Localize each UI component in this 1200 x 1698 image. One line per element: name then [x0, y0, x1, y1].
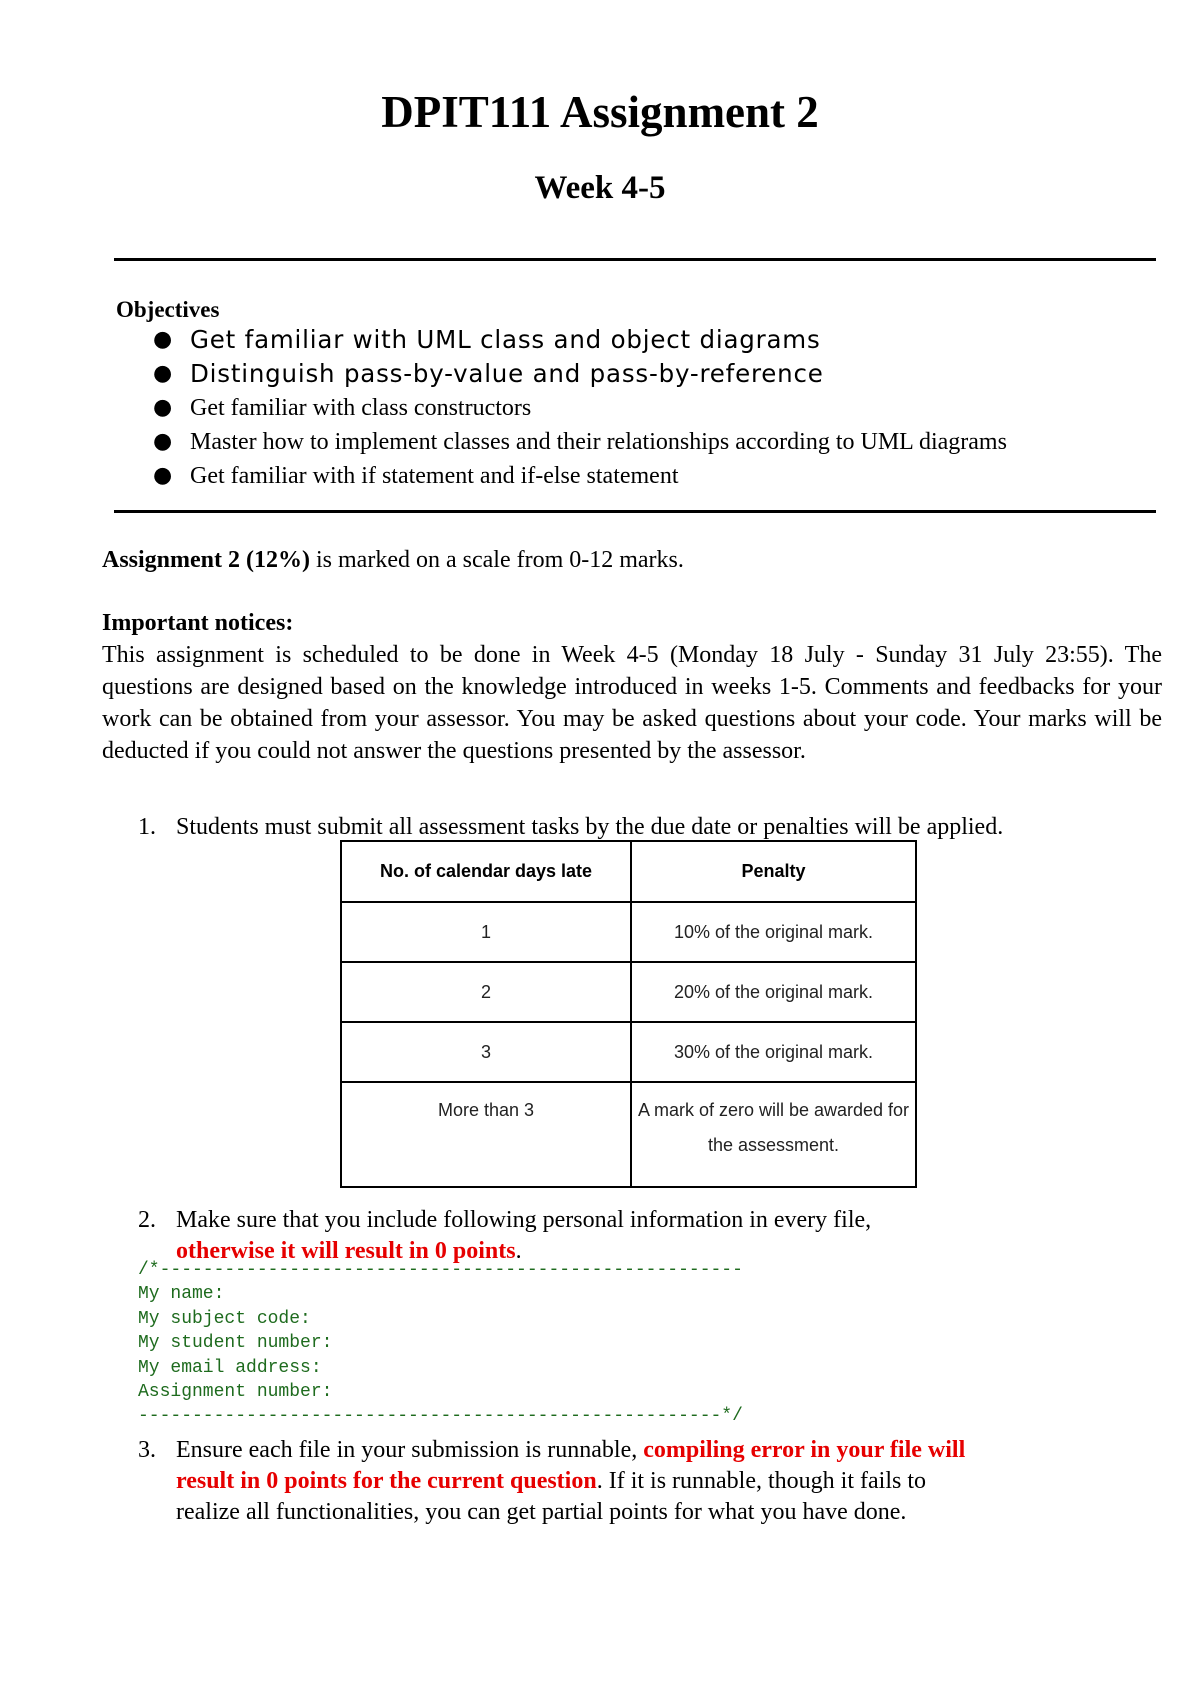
- item-text: Make sure that you include following personal information in every file, otherwise it will result in 0 points.: [176, 1207, 872, 1264]
- objective-item: ● Get familiar with if statement and if-else statement: [150, 459, 1007, 493]
- bullet-icon: ●: [153, 463, 173, 488]
- notices-heading: Important notices:: [102, 610, 294, 636]
- table-row: [341, 902, 916, 962]
- objectives-heading: Objectives: [116, 297, 220, 322]
- penalty-table: [340, 840, 917, 1188]
- item-text: Students must submit all assessment tasks by the due date or penalties will be applied.: [176, 814, 1004, 840]
- code-line: My subject code:: [138, 1308, 311, 1329]
- code-line: Assignment number:: [138, 1382, 333, 1403]
- table-cell: 1: [341, 902, 631, 962]
- table-header: Penalty: [631, 841, 916, 902]
- table-header-row: [341, 841, 916, 902]
- marking-rest: is marked on a scale from 0-12 marks.: [310, 547, 684, 573]
- objective-item: ● Get familiar with class constructors: [150, 391, 1007, 425]
- objective-item: ● Distinguish pass-by-value and pass-by-reference: [150, 357, 1007, 391]
- code-line: My email address:: [138, 1357, 322, 1378]
- table-row: [341, 962, 916, 1022]
- code-line: My student number:: [138, 1333, 333, 1354]
- code-line: ------------------------------------------------------*/: [138, 1406, 743, 1427]
- warning-text: compiling error in your file will: [643, 1437, 966, 1463]
- bullet-icon: ●: [153, 429, 173, 454]
- table-cell: 20% of the original mark.: [631, 962, 916, 1022]
- code-line: My name:: [138, 1284, 225, 1305]
- objectives-list: [150, 323, 1007, 493]
- table-cell: 10% of the original mark.: [631, 902, 916, 962]
- table-cell: 3: [341, 1022, 631, 1082]
- table-row: [341, 1082, 916, 1187]
- item-number: 1.: [138, 814, 156, 840]
- item-text: Ensure each file in your submission is runnable, compiling error in your file will result in 0 points for the current question. If it is runnable, though it fails to realize all functionalities, you can get partial points for what you have done.: [176, 1437, 966, 1525]
- table-row: [341, 1022, 916, 1082]
- bottom-divider: [114, 510, 1156, 513]
- header-comment-code: [138, 1258, 743, 1429]
- warning-text: otherwise it will result in 0 points: [176, 1238, 516, 1264]
- warning-text: result in 0 points for the current question: [176, 1468, 597, 1494]
- bullet-icon: ●: [153, 395, 173, 420]
- document-subtitle: Week 4-5: [534, 170, 666, 206]
- marking-bold: Assignment 2 (12%): [102, 547, 310, 573]
- bullet-icon: ●: [153, 361, 173, 386]
- document-title: DPIT111 Assignment 2: [381, 87, 819, 137]
- code-line: /*------------------------------------------------------: [138, 1260, 743, 1280]
- table-cell: More than 3: [341, 1082, 631, 1187]
- table-cell: 2: [341, 962, 631, 1022]
- notices-body: This assignment is scheduled to be done in Week 4-5 (Monday 18 July - Sunday 31 July 23:55). The questions are designed based on the knowledge introduced in weeks 1-5. Comments and feedbacks for your work can be obtained from your assessor. You may be asked questions about your code. Your marks will be deducted if you could not answer the questions presented by the assessor.: [102, 642, 1162, 764]
- table-cell: A mark of zero will be awarded for the assessment.: [631, 1082, 916, 1187]
- marking-statement: [102, 544, 684, 576]
- item-number: 2.: [138, 1207, 156, 1233]
- bullet-icon: ●: [153, 327, 173, 352]
- item-number: 3.: [138, 1437, 156, 1463]
- top-divider: [114, 258, 1156, 261]
- objective-item: ● Master how to implement classes and their relationships according to UML diagrams: [150, 425, 1007, 459]
- table-cell: 30% of the original mark.: [631, 1022, 916, 1082]
- table-header: No. of calendar days late: [341, 841, 631, 902]
- objective-item: ● Get familiar with UML class and object diagrams: [150, 323, 1007, 357]
